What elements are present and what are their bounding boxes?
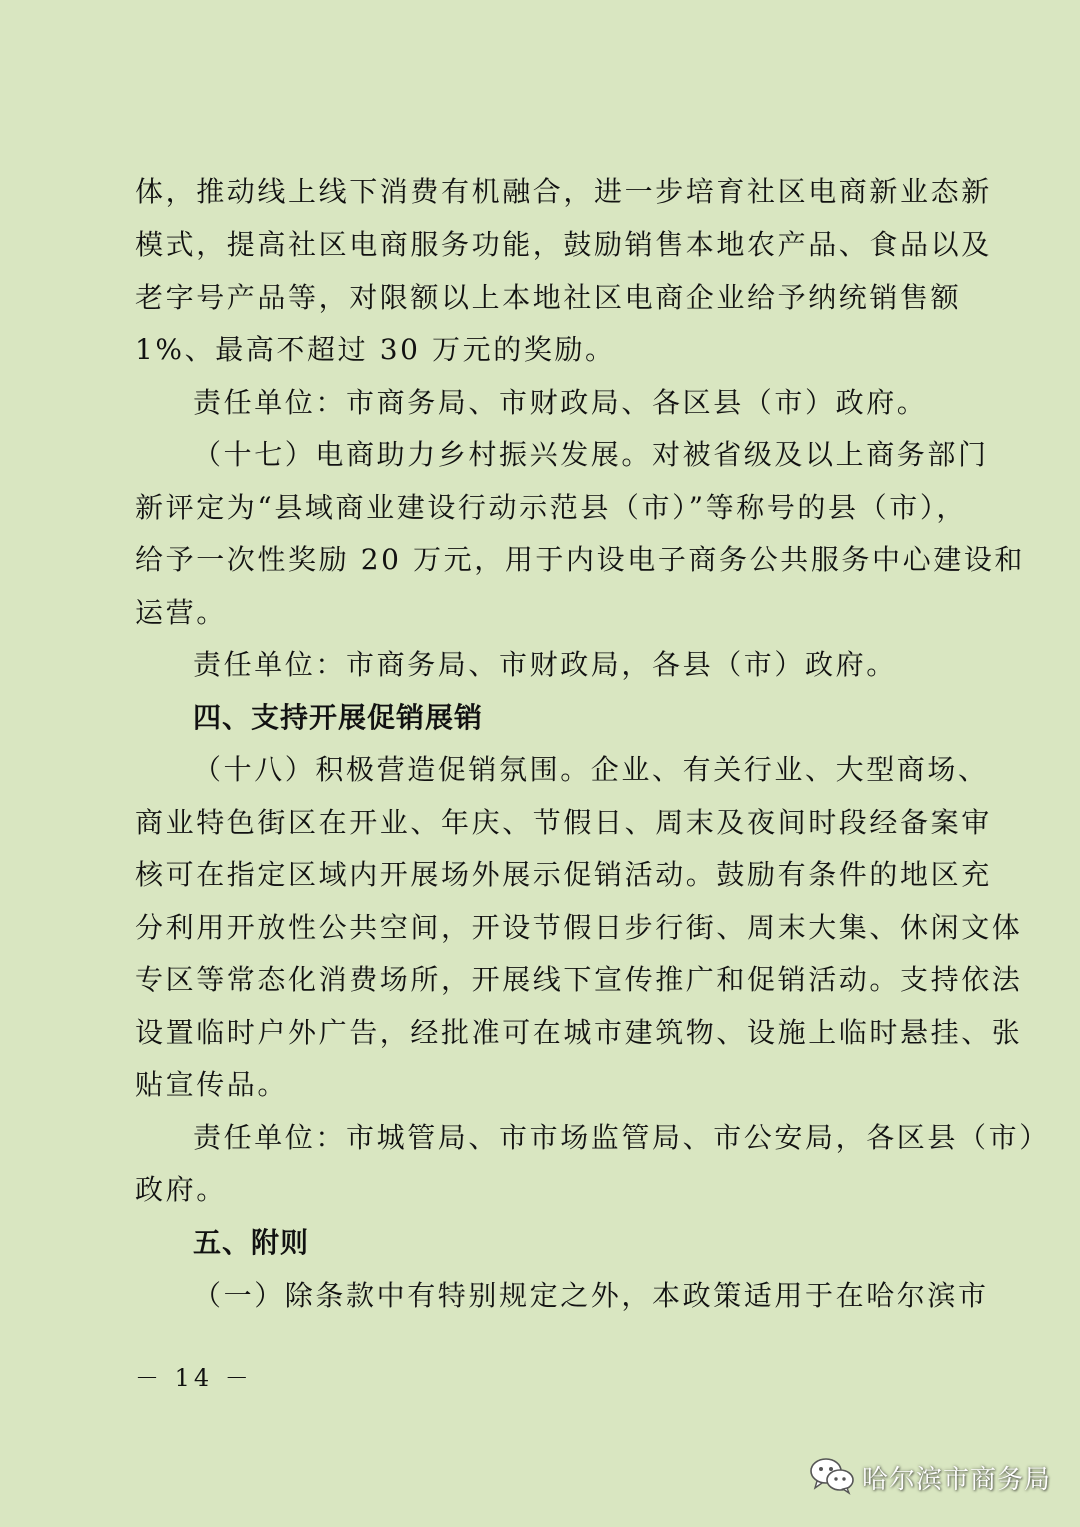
body-line: 给予一次性奖励 20 万元，用于内设电子商务公共服务中心建设和 xyxy=(135,543,1026,576)
body-line: 核可在指定区域内开展场外展示促销活动。鼓励有条件的地区充 xyxy=(135,858,992,891)
body-line: 商业特色街区在开业、年庆、节假日、周末及夜间时段经备案审 xyxy=(135,806,992,839)
body-line: 运营。 xyxy=(135,596,227,629)
wechat-icon xyxy=(808,1455,856,1499)
body-line: 老字号产品等，对限额以上本地社区电商企业给予纳统销售额 xyxy=(135,281,962,314)
watermark xyxy=(808,1455,1051,1499)
body-line: 设置临时户外广告，经批准可在城市建筑物、设施上临时悬挂、张 xyxy=(135,1016,1023,1049)
section-heading: 四、支持开展促销展销 xyxy=(193,701,484,734)
body-line: 新评定为“县域商业建设行动示范县（市）”等称号的县（市）， xyxy=(135,491,968,524)
section-heading: 五、附则 xyxy=(193,1226,310,1259)
body-line: 模式，提高社区电商服务功能，鼓励销售本地农产品、食品以及 xyxy=(135,228,992,261)
watermark-text: 哈尔滨市商务局 xyxy=(862,1464,1052,1495)
body-line: 体，推动线上线下消费有机融合，进一步培育社区电商新业态新 xyxy=(135,175,992,208)
clause-title-line: （十八）积极营造促销氛围。企业、有关行业、大型商场、 xyxy=(193,753,989,786)
body-line: 1%、最高不超过 30 万元的奖励。 xyxy=(135,333,616,366)
body-line: 分利用开放性公共空间，开设节假日步行街、周末大集、休闲文体 xyxy=(135,911,1023,944)
body-line: 专区等常态化消费场所，开展线下宣传推广和促销活动。支持依法 xyxy=(135,963,1023,996)
clause-title-line: （十七）电商助力乡村振兴发展。对被省级及以上商务部门 xyxy=(193,438,989,471)
responsible-unit-line: 责任单位：市城管局、市市场监管局、市公安局，各区县（市） xyxy=(193,1121,1050,1154)
body-line: 贴宣传品。 xyxy=(135,1068,289,1101)
body-line: 政府。 xyxy=(135,1173,227,1206)
clause-title-line: （一）除条款中有特别规定之外，本政策适用于在哈尔滨市 xyxy=(193,1279,989,1312)
responsible-unit-line: 责任单位：市商务局、市财政局、各区县（市）政府。 xyxy=(193,386,928,419)
page-number: － 14 － xyxy=(135,1364,253,1392)
responsible-unit-line: 责任单位：市商务局、市财政局，各县（市）政府。 xyxy=(193,648,897,681)
